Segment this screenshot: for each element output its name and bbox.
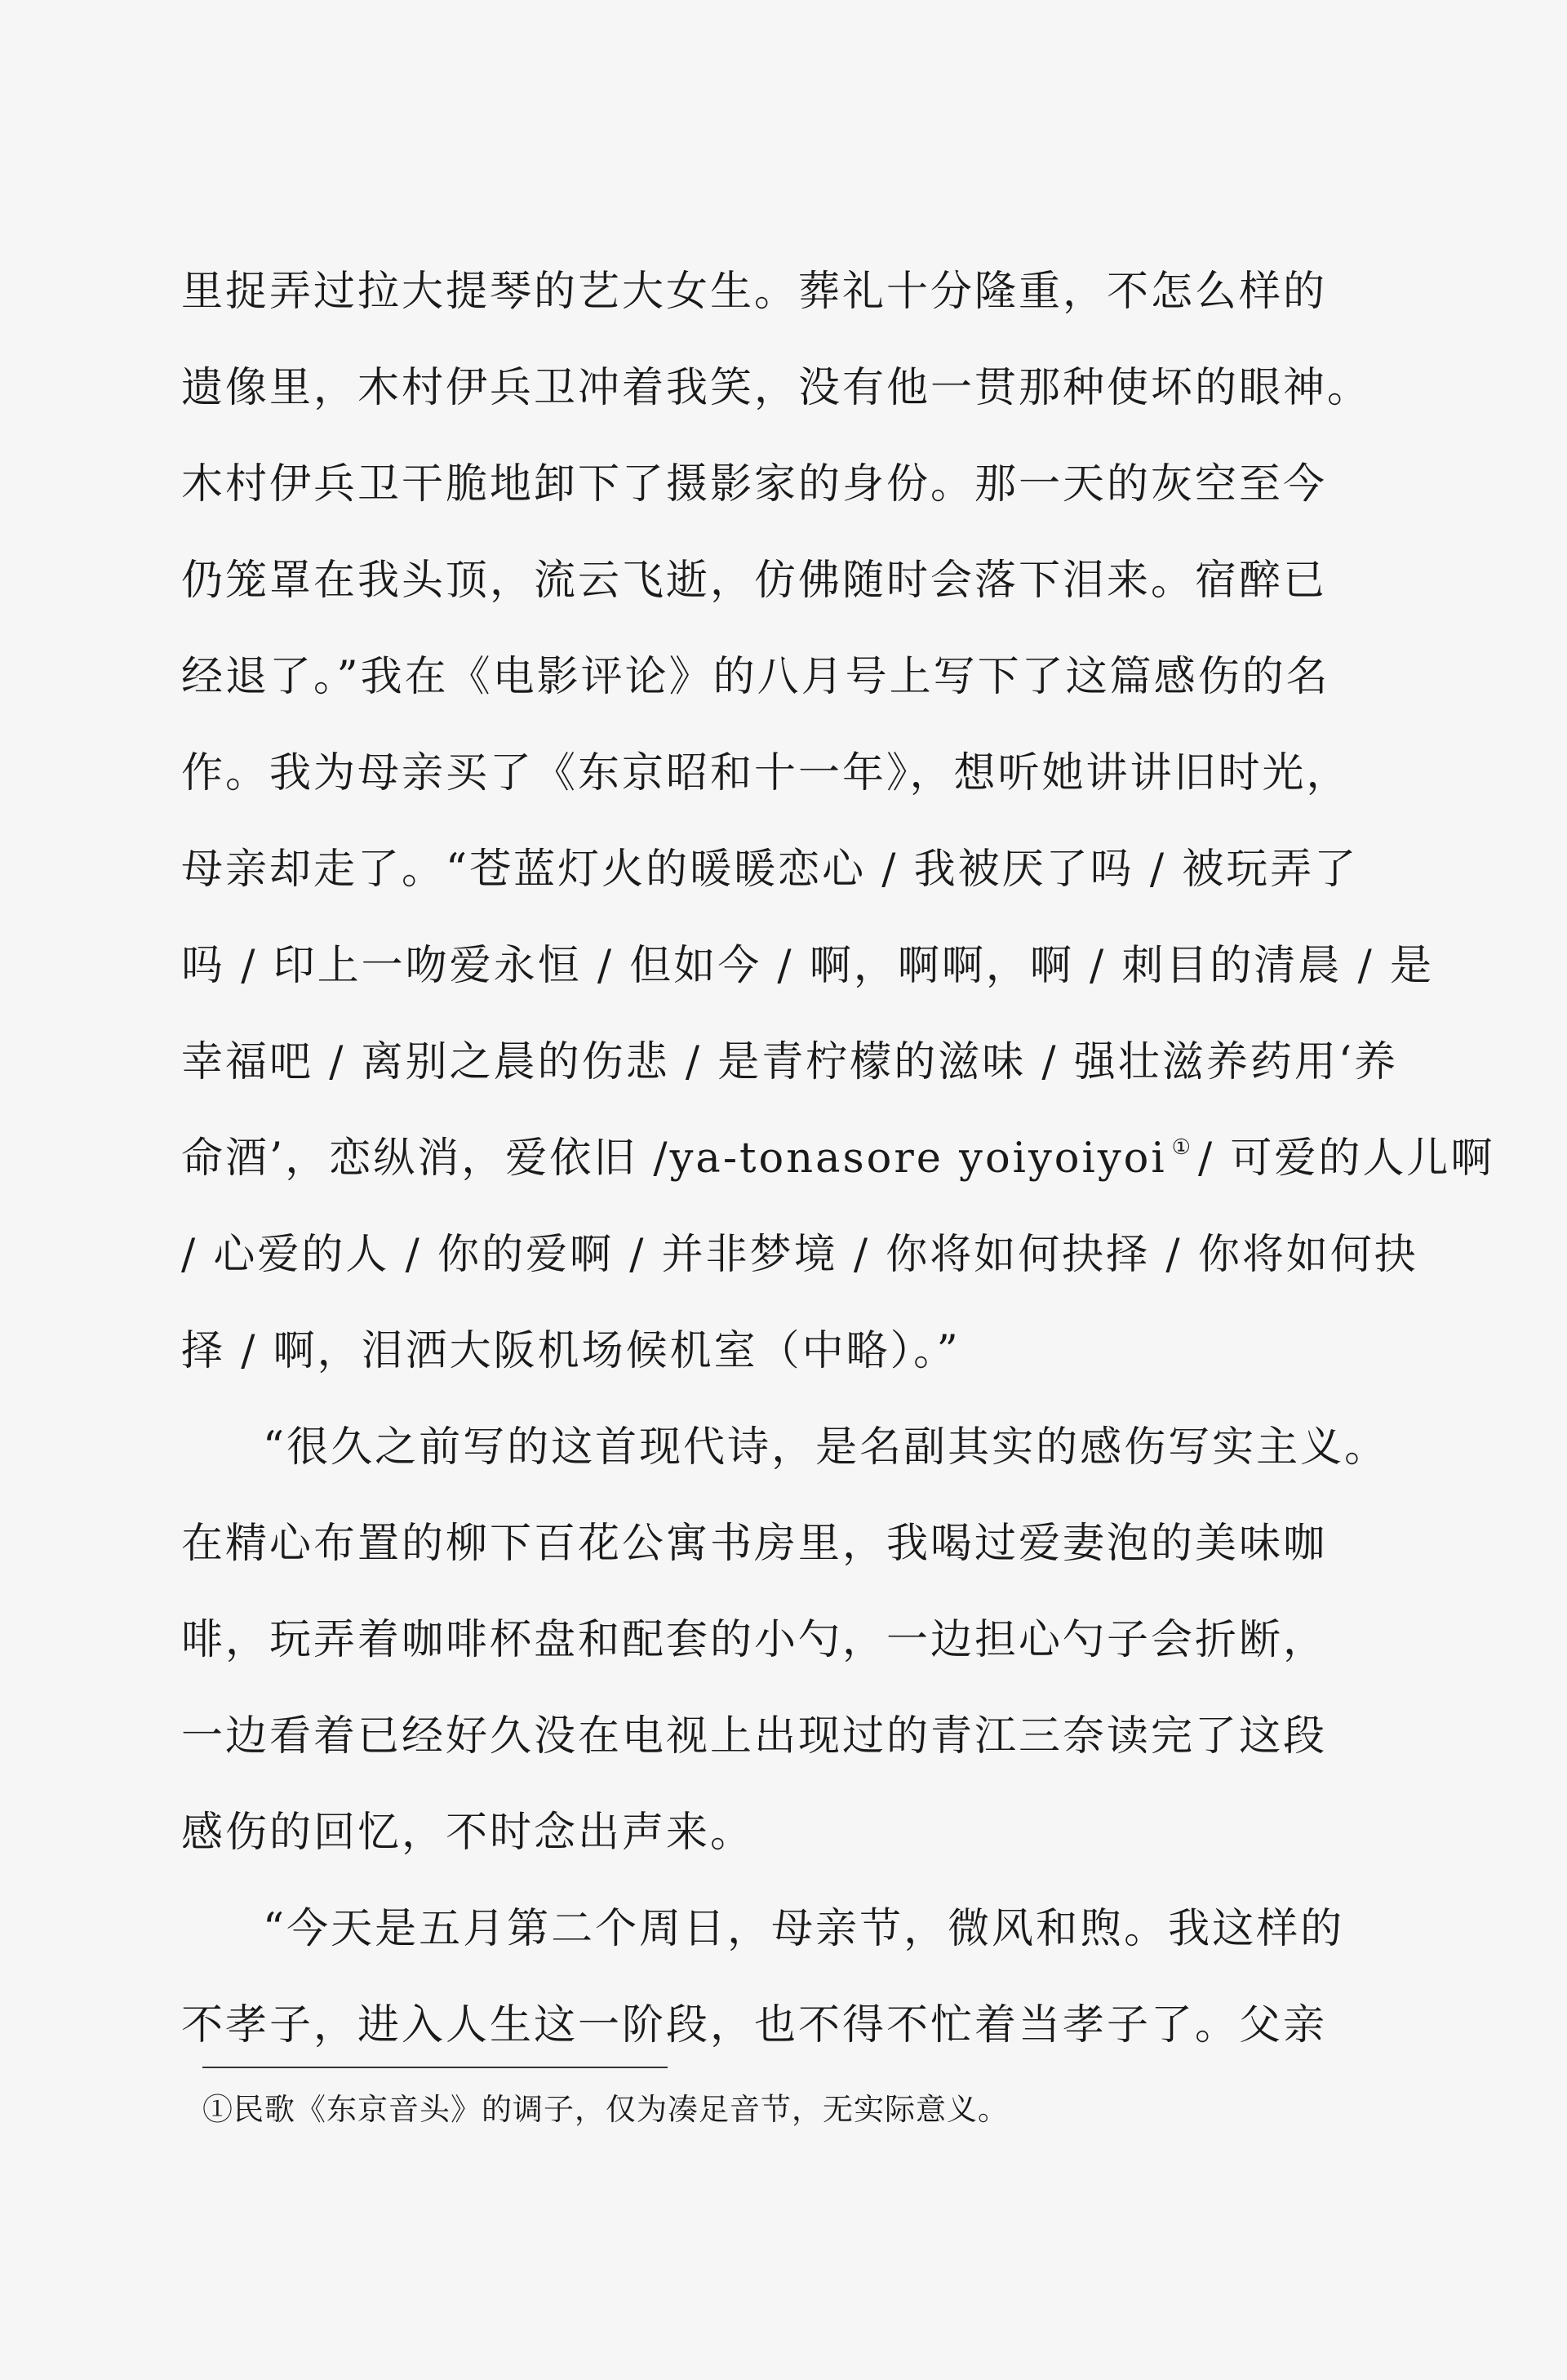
- footnote-reference: ①: [1171, 1135, 1193, 1160]
- text-line: 遗像里，木村伊兵卫冲着我笑，没有他一贯那种使坏的眼神。: [181, 364, 1372, 412]
- text-line: [181, 1126, 1495, 1223]
- text-line: 不孝子，进入人生这一阶段，也不得不忙着当孝子了。父亲: [181, 2001, 1328, 2049]
- text-line: 木村伊兵卫干脆地卸下了摄影家的身份。那一天的灰空至今: [181, 460, 1328, 508]
- footnote-divider: [202, 2067, 668, 2068]
- body-text: [181, 260, 1495, 2089]
- text-line: 啡，玩弄着咖啡杯盘和配套的小勺，一边担心勺子会折断，: [181, 1616, 1328, 1664]
- text-line: 作。我为母亲买了《东京昭和十一年》，想听她讲讲旧时光，: [181, 749, 1351, 797]
- text-line: 经退了。”我在《电影评论》的八月号上写下了这篇感伤的名: [181, 653, 1330, 701]
- text-line: 母亲却走了。“苍蓝灯火的暖暖恋心 / 我被厌了吗 / 被玩弄了: [181, 846, 1359, 894]
- text-line: 里捉弄过拉大提琴的艺大女生。葬礼十分隆重，不怎么样的: [181, 268, 1328, 316]
- paragraph-start-line: “很久之前写的这首现代诗，是名副其实的感伤写实主义。: [263, 1423, 1389, 1472]
- text-line: 感伤的回忆，不时念出声来。: [181, 1809, 755, 1857]
- text-line: 吗 / 印上一吻爱永恒 / 但如今 / 啊，啊啊，啊 / 刺目的清晨 / 是: [181, 942, 1435, 990]
- text-line: 在精心布置的柳下百花公寓书房里，我喝过爱妻泡的美味咖: [181, 1520, 1328, 1568]
- text-line: 一边看着已经好久没在电视上出现过的青江三奈读完了这段: [181, 1712, 1328, 1761]
- footnote: ①民歌《东京音头》的调子，仅为凑足音节，无实际意义。: [202, 2092, 1009, 2127]
- text-line: / 心爱的人 / 你的爱啊 / 并非梦境 / 你将如何抉择 / 你将如何抉: [181, 1231, 1418, 1279]
- text-line: 择 / 啊，泪洒大阪机场候机室（中略）。”: [181, 1327, 961, 1375]
- paragraph-start-line: “今天是五月第二个周日，母亲节，微风和煦。我这样的: [263, 1905, 1345, 1953]
- text-line: 幸福吧 / 离别之晨的伤悲 / 是青柠檬的滋味 / 强壮滋养药用‘养: [181, 1038, 1399, 1086]
- text-segment: 命酒’，恋纵消，爱依旧 /ya-tonasore yoiyoiyoi: [181, 1134, 1167, 1183]
- text-line: 仍笼罩在我头顶，流云飞逝，仿佛随时会落下泪来。宿醉已: [181, 557, 1328, 605]
- text-segment: / 可爱的人儿啊: [1197, 1134, 1495, 1183]
